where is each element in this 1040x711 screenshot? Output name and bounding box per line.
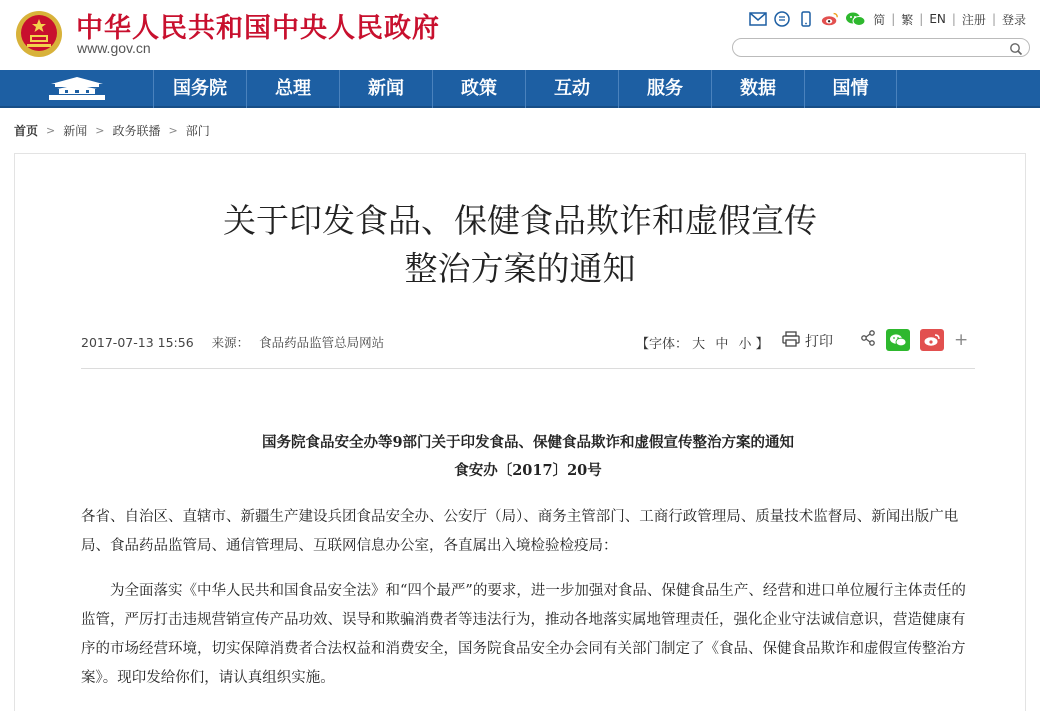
nav-item-interaction[interactable]: 互动	[525, 70, 618, 108]
weibo-icon[interactable]	[821, 11, 839, 27]
breadcrumb	[14, 122, 210, 139]
divider	[81, 368, 975, 369]
site-header	[0, 0, 1040, 70]
nav-items	[153, 70, 897, 108]
separator: |	[991, 12, 996, 26]
breadcrumb-arrow: >	[168, 124, 178, 137]
english-link[interactable]: EN	[929, 12, 946, 26]
font-size-control	[636, 333, 769, 352]
printer-icon	[782, 331, 800, 351]
article-title	[80, 197, 960, 293]
top-toolbar	[749, 8, 1026, 30]
font-size-end: 】	[755, 337, 769, 352]
source-label: 来源：	[211, 335, 250, 350]
nav-item-state-council[interactable]: 国务院	[153, 70, 246, 108]
nav-item-data[interactable]: 数据	[711, 70, 804, 108]
nav-item-news[interactable]: 新闻	[339, 70, 432, 108]
wechat-icon[interactable]	[845, 11, 867, 27]
print-label: 打印	[805, 334, 833, 350]
separator: |	[891, 12, 896, 26]
register-link[interactable]: 注册	[961, 12, 986, 27]
breadcrumb-news[interactable]: 新闻	[63, 124, 88, 138]
mail-icon[interactable]	[749, 11, 767, 27]
source-name: 食品药品监管总局网站	[259, 335, 385, 350]
breadcrumb-arrow: >	[95, 124, 105, 137]
article-title-line2: 整治方案的通知	[404, 249, 636, 288]
font-size-label: 【字体：	[636, 337, 689, 352]
document-title: 国务院食品安全办等9部门关于印发食品、保健食品欺诈和虚假宣传整治方案的通知	[261, 434, 795, 451]
print-button[interactable]	[782, 331, 833, 351]
breadcrumb-home[interactable]: 首页	[14, 124, 39, 138]
document-number: 食安办〔2017〕20号	[454, 462, 602, 479]
nav-item-policy[interactable]: 政策	[432, 70, 525, 108]
share-icon[interactable]	[860, 330, 876, 350]
message-icon[interactable]	[773, 11, 791, 27]
simplified-chinese-link[interactable]: 简	[873, 12, 886, 27]
publish-date: 2017-07-13 15:56	[81, 335, 194, 350]
main-nav	[0, 70, 1040, 108]
breadcrumb-government-affairs[interactable]: 政务联播	[112, 124, 161, 138]
mobile-icon[interactable]	[797, 11, 815, 27]
body-paragraph: 为全面落实《中华人民共和国食品安全法》和“四个最严”的要求，进一步加强对食品、保健食品生产、经营和进口单位履行主体责任的监管，严厉打击违规营销宣传产品功效、误导和欺骗消费者等违法行为，推动各地落实属地管理责任，强化企业守法诚信意识，营造健康有序的市场经营环境，切实保障消费者合法权益和消费安全，国务院食品安全办会同有关部门制定了《食品、保健食品欺诈和虚假宣传整治方案》。现印发给你们，请认真组织实施。	[81, 583, 966, 686]
traditional-chinese-link[interactable]: 繁	[901, 12, 914, 27]
breadcrumb-arrow: >	[46, 124, 56, 137]
share-weibo-icon[interactable]	[920, 329, 944, 351]
nav-item-services[interactable]: 服务	[618, 70, 711, 108]
share-bar	[860, 329, 968, 351]
search-bar	[732, 38, 1030, 57]
nav-item-national-conditions[interactable]: 国情	[804, 70, 897, 108]
article-meta	[81, 333, 384, 351]
breadcrumb-departments[interactable]: 部门	[185, 124, 210, 138]
site-url[interactable]: www.gov.cn	[77, 40, 151, 56]
national-emblem-icon[interactable]	[15, 10, 63, 58]
share-more-button[interactable]: +	[954, 330, 969, 350]
font-size-large[interactable]: 大	[692, 337, 706, 352]
login-link[interactable]: 登录	[1001, 12, 1026, 27]
search-icon[interactable]	[1009, 41, 1023, 55]
separator: |	[951, 12, 956, 26]
recipients-paragraph: 各省、自治区、直辖市、新疆生产建设兵团食品安全办、公安厅（局）、商务主管部门、工商行政管理局、质量技术监督局、新闻出版广电局、食品药品监管局、通信管理局、互联网信息办公室，各直属出入境检验检疫局：	[81, 509, 959, 554]
separator: |	[919, 12, 924, 26]
share-wechat-icon[interactable]	[886, 329, 910, 351]
tiananmen-icon[interactable]	[0, 70, 153, 108]
font-size-medium[interactable]: 中	[715, 337, 729, 352]
search-input[interactable]	[743, 40, 1003, 55]
article-title-line1: 关于印发食品、保健食品欺诈和虚假宣传	[223, 201, 817, 240]
document-heading	[81, 429, 975, 485]
nav-item-premier[interactable]: 总理	[246, 70, 339, 108]
font-size-small[interactable]: 小	[738, 337, 752, 352]
site-title[interactable]: 中华人民共和国中央人民政府	[76, 13, 440, 44]
